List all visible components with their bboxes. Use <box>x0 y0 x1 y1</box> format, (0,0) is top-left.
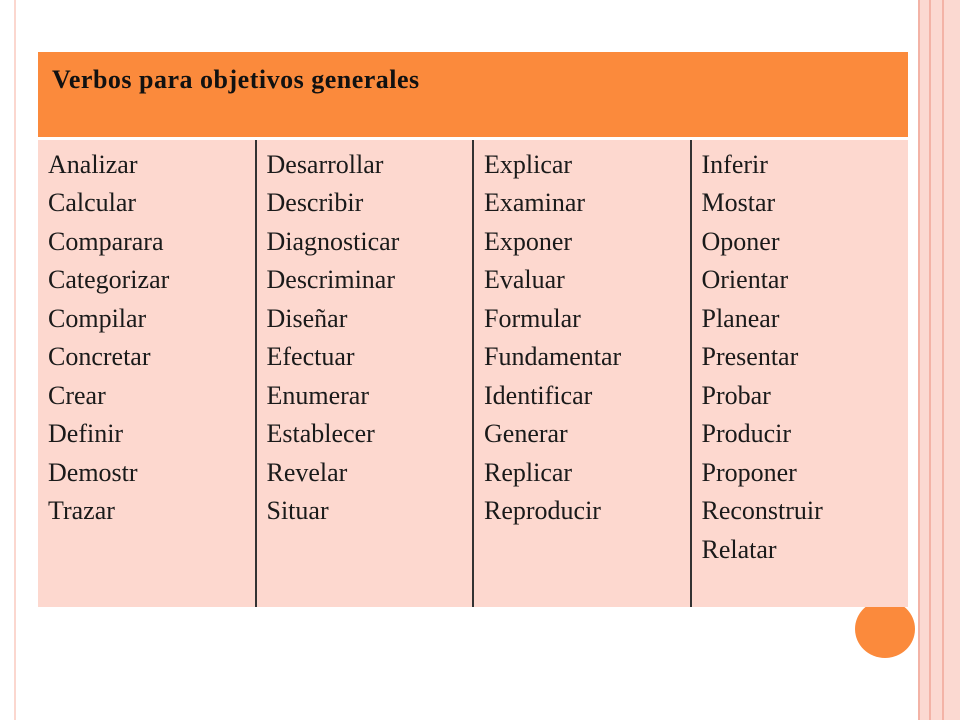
verb-item: Describir <box>266 188 364 217</box>
verb-list <box>702 146 901 570</box>
verb-item: Relatar <box>701 534 777 564</box>
verb-item: Demostr <box>48 457 138 487</box>
verb-item: Inferir <box>701 149 768 179</box>
verb-item: Desarrollar <box>266 149 384 179</box>
verb-item: Formular <box>484 303 581 333</box>
verb-item: Planear <box>701 303 780 333</box>
verb-item: Diagnosticar <box>266 226 400 256</box>
frame-stripe <box>942 0 944 720</box>
verb-item: Examinar <box>484 188 586 217</box>
table-header: Verbos para objetivos generales <box>38 52 908 138</box>
verbs-table <box>38 52 908 607</box>
verb-item: Explicar <box>484 149 573 179</box>
verb-item: Crear <box>48 380 106 410</box>
verb-list <box>267 146 465 531</box>
verb-item: Reproducir <box>484 496 601 525</box>
slide-frame-right <box>918 0 960 720</box>
verb-item: Orientar <box>701 265 789 294</box>
slide-frame-left-inner <box>14 0 16 720</box>
table-row <box>38 138 908 607</box>
verb-item: Establecer <box>266 419 375 448</box>
verb-column-1 <box>38 138 256 607</box>
decorative-circle <box>855 600 915 658</box>
verb-item: Categorizar <box>48 265 170 294</box>
verb-item: Oponer <box>701 226 780 256</box>
verb-item: Compilar <box>48 303 147 333</box>
verb-item: Analizar <box>48 149 138 179</box>
verb-item: Probar <box>701 380 771 410</box>
verb-item: Reconstruir <box>701 496 823 525</box>
verb-item: Definir <box>48 419 124 448</box>
verb-item: Enumerar <box>266 380 370 410</box>
verb-item: Identificar <box>484 380 593 410</box>
verb-item: Fundamentar <box>484 342 622 371</box>
verb-column-4 <box>691 138 909 607</box>
verb-item: Revelar <box>266 457 348 487</box>
verb-item: Generar <box>484 419 568 448</box>
verb-list <box>48 146 247 531</box>
verb-column-3 <box>473 138 691 607</box>
verb-list <box>484 146 682 531</box>
verb-item: Evaluar <box>484 265 565 294</box>
verb-item: Trazar <box>48 496 115 525</box>
frame-stripe <box>929 0 931 720</box>
verb-item: Proponer <box>701 457 797 487</box>
verb-item: Descriminar <box>266 265 396 294</box>
verb-item: Concretar <box>48 342 151 371</box>
verb-item: Calcular <box>48 188 137 217</box>
verb-item: Efectuar <box>266 342 355 371</box>
verb-item: Replicar <box>484 457 573 487</box>
verb-item: Mostar <box>701 188 776 217</box>
verb-item: Comparara <box>48 226 164 256</box>
verb-item: Exponer <box>484 226 573 256</box>
verb-item: Producir <box>701 419 792 448</box>
verb-item: Diseñar <box>266 303 348 333</box>
verb-item: Presentar <box>701 342 799 371</box>
verb-column-2 <box>256 138 474 607</box>
verb-item: Situar <box>266 496 329 525</box>
